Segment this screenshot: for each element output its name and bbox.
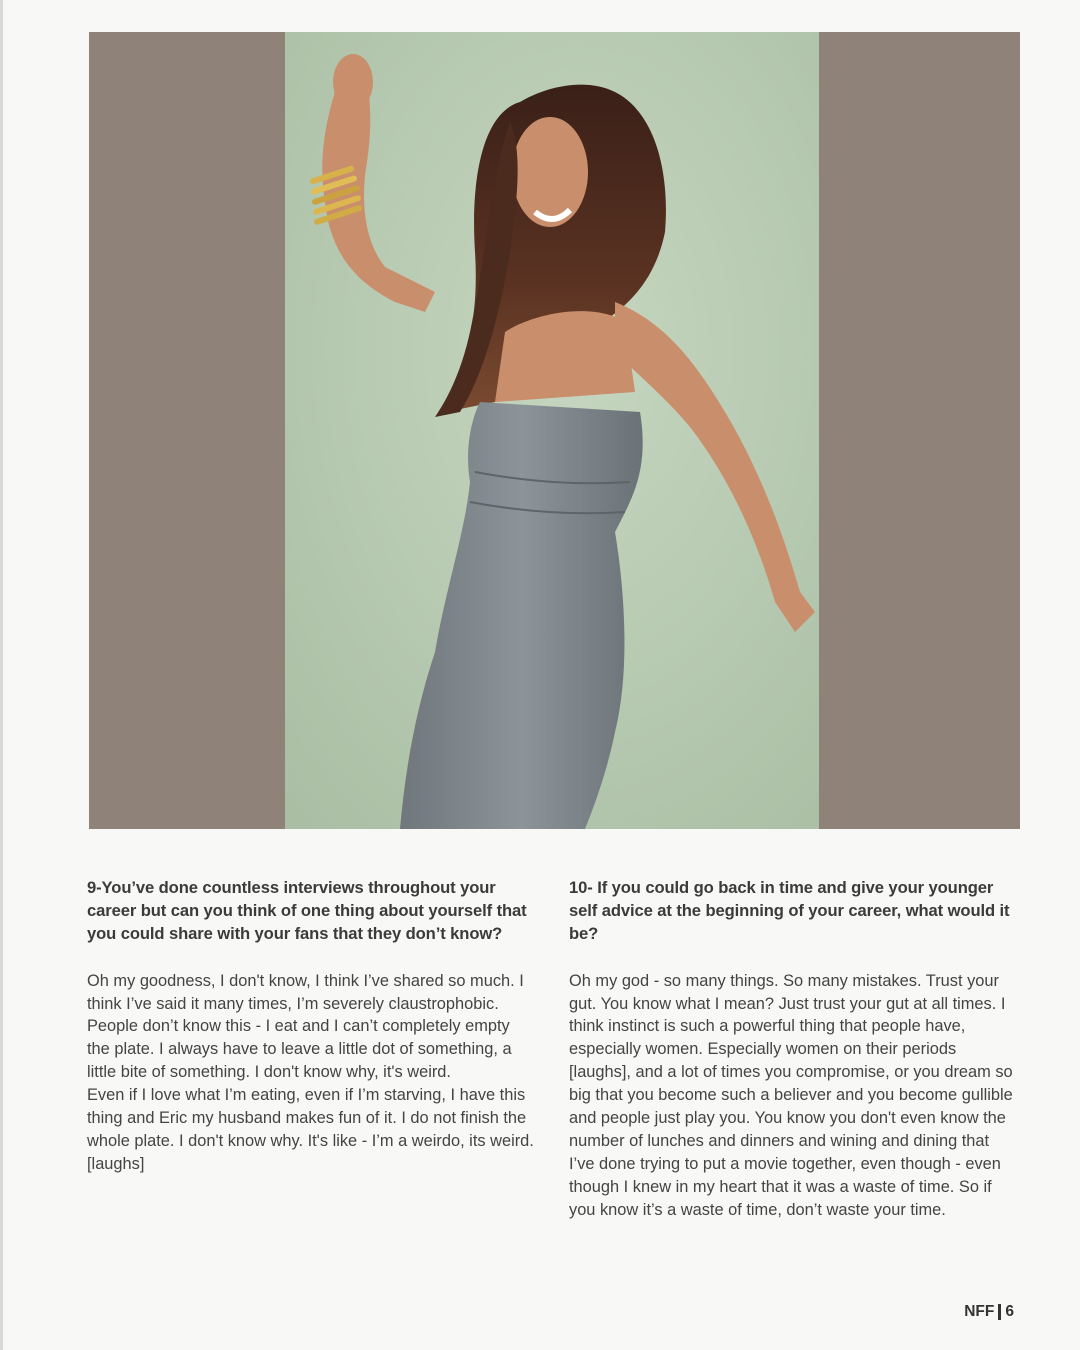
page-number: 6 xyxy=(1005,1303,1014,1320)
answer-10-paragraph-1: Oh my god - so many things. So many mistakes. Trust your gut. You know what I mean? Just trust your gut at all times. I think instinct is such a powerful thing that people have, especially women. Especially women on their periods [laughs], and a lot of times you compromise, or you dream so big that you become such a believer and you become gullible and people just play you. You know you don't even know the number of lunches and dinners and wining and dining that I’ve done trying to put a movie together, even though - even though I knew in my heart that it was a waste of time. So if you know it’s a waste of time, don’t waste your time. xyxy=(569,971,1013,1219)
page-footer xyxy=(964,1303,1014,1321)
interview-column-left xyxy=(87,876,537,1176)
interview-column-right xyxy=(569,876,1019,1222)
answer-9-paragraph-1: Oh my goodness, I don't know, I think I’ve shared so much. I think I’ve said it many times, I’m severely claustrophobic. People don’t know this - I eat and I can’t completely empty the plate. I always have to leave a little dot of something, a little bite of something. I don't know why, it's weird. xyxy=(87,971,524,1082)
question-9: 9-You’ve done countless interviews throughout your career but can you think of one thing about yourself that you could share with your fans that they don’t know? xyxy=(87,878,527,944)
answer-9-paragraph-2: Even if I love what I’m eating, even if I’m starving, I have this thing and Eric my husband makes fun of it. I do not finish the whole plate. I don't know why. It's like - I’m a weirdo, its weird. [laughs] xyxy=(87,1086,534,1173)
face xyxy=(512,117,588,227)
footer-divider xyxy=(998,1304,1001,1320)
portrait-photo-frame xyxy=(89,32,1020,829)
brand-label: NFF xyxy=(964,1303,995,1320)
portrait-photo-icon xyxy=(285,32,819,829)
raised-hand xyxy=(333,54,373,110)
question-10: 10- If you could go back in time and give your younger self advice at the beginning of your career, what would it be? xyxy=(569,878,1010,944)
